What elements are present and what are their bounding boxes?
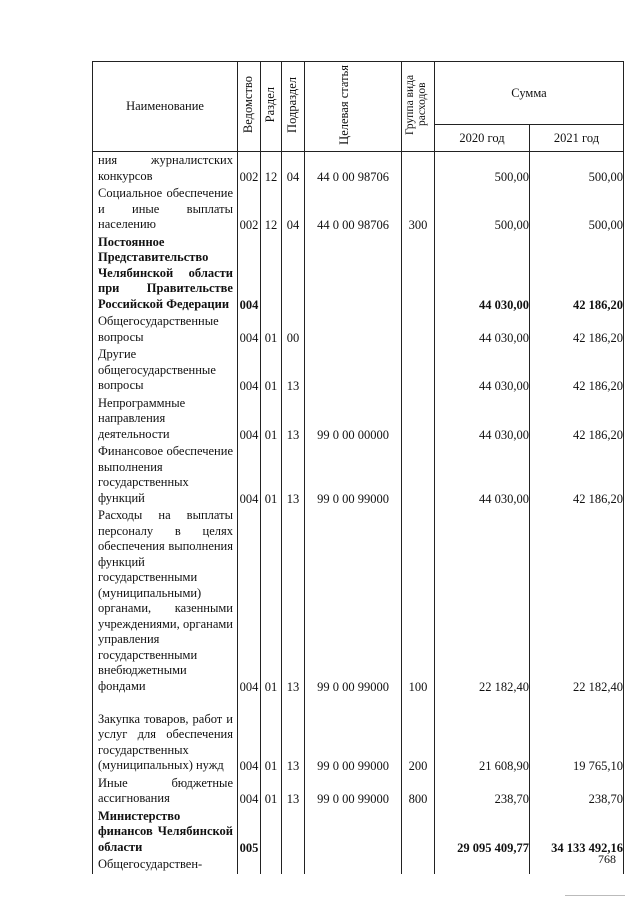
row-sum-2021: 22 182,40: [530, 507, 624, 695]
row-razdel: 01: [261, 695, 282, 775]
row-name: Другие общегосударственные вопросы: [93, 346, 238, 395]
row-name: Постоянное Представительство Челябинской области при Правительстве Российской Федерации: [93, 234, 238, 314]
row-gruppa: [402, 346, 435, 395]
row-sum-2021: 34 133 492,16: [530, 808, 624, 857]
table-row: [93, 152, 624, 186]
row-celevaya: [305, 808, 402, 857]
row-name: Общегосударствен-: [93, 856, 238, 874]
row-gruppa: 100: [402, 507, 435, 695]
row-gruppa: [402, 234, 435, 314]
row-sum-2020: 29 095 409,77: [435, 808, 530, 857]
row-name: Непрограммные направления деятельности: [93, 395, 238, 444]
row-celevaya: [305, 313, 402, 346]
row-gruppa: [402, 395, 435, 444]
row-sum-2020: 44 030,00: [435, 346, 530, 395]
row-celevaya: 99 0 00 99000: [305, 775, 402, 808]
row-razdel: [261, 234, 282, 314]
header-year-2020: 2020 год: [435, 125, 530, 152]
row-name: ния журналистских конкурсов: [93, 152, 238, 186]
row-sum-2020: 238,70: [435, 775, 530, 808]
row-razdel: 01: [261, 395, 282, 444]
row-name: Расходы на выплаты персоналу в целях обеспечения выполнения функций государственными (муниципальными) органами, казенными учреждениями, органами управления государственными внебюджетными фондами: [93, 507, 238, 695]
row-vedomstvo: 004: [238, 313, 261, 346]
row-podrazdel: 13: [282, 346, 305, 395]
row-sum-2020: 22 182,40: [435, 507, 530, 695]
row-razdel: [261, 856, 282, 874]
row-vedomstvo: 004: [238, 775, 261, 808]
row-sum-2020: 500,00: [435, 152, 530, 186]
row-sum-2020: 44 030,00: [435, 313, 530, 346]
row-vedomstvo: 004: [238, 234, 261, 314]
row-razdel: 01: [261, 443, 282, 507]
table-row: [93, 695, 624, 775]
header-vedomstvo: Ведомство: [238, 62, 261, 152]
row-podrazdel: [282, 234, 305, 314]
table-row: [93, 808, 624, 857]
row-sum-2021: 19 765,10: [530, 695, 624, 775]
table-row: [93, 856, 624, 874]
row-vedomstvo: 004: [238, 507, 261, 695]
row-sum-2021: 42 186,20: [530, 443, 624, 507]
row-name: Финансовое обеспечение выполнения государственных функций: [93, 443, 238, 507]
row-sum-2021: 42 186,20: [530, 346, 624, 395]
row-podrazdel: 13: [282, 775, 305, 808]
row-podrazdel: 13: [282, 395, 305, 444]
table-row: [93, 313, 624, 346]
row-name: Закупка товаров, работ и услуг для обеспечения государственных (муниципальных) нужд: [93, 695, 238, 775]
row-vedomstvo: 004: [238, 395, 261, 444]
row-podrazdel: 13: [282, 695, 305, 775]
row-vedomstvo: 002: [238, 185, 261, 234]
row-name: Социальное обеспечение и иные выплаты населению: [93, 185, 238, 234]
row-razdel: 12: [261, 152, 282, 186]
row-sum-2020: 44 030,00: [435, 395, 530, 444]
row-podrazdel: 13: [282, 507, 305, 695]
header-razdel: Раздел: [261, 62, 282, 152]
row-podrazdel: 13: [282, 443, 305, 507]
row-podrazdel: 04: [282, 185, 305, 234]
budget-table: [92, 61, 624, 874]
row-celevaya: 99 0 00 99000: [305, 695, 402, 775]
table-row: [93, 395, 624, 444]
header-summa: Сумма: [435, 62, 624, 125]
table-row: [93, 775, 624, 808]
row-celevaya: 44 0 00 98706: [305, 152, 402, 186]
row-razdel: 12: [261, 185, 282, 234]
header-celevaya: Целевая статья: [305, 62, 402, 152]
row-gruppa: [402, 808, 435, 857]
row-sum-2021: 42 186,20: [530, 395, 624, 444]
row-celevaya: [305, 234, 402, 314]
table-row: [93, 185, 624, 234]
row-celevaya: [305, 346, 402, 395]
row-sum-2021: 42 186,20: [530, 313, 624, 346]
row-sum-2020: 44 030,00: [435, 443, 530, 507]
row-sum-2021: 500,00: [530, 185, 624, 234]
row-vedomstvo: 005: [238, 808, 261, 857]
header-podrazdel: Подраздел: [282, 62, 305, 152]
row-vedomstvo: 004: [238, 443, 261, 507]
row-gruppa: 800: [402, 775, 435, 808]
row-celevaya: 99 0 00 99000: [305, 443, 402, 507]
table-row: [93, 443, 624, 507]
row-podrazdel: 00: [282, 313, 305, 346]
table-row: [93, 507, 624, 695]
header-name: Наименование: [93, 62, 238, 152]
scan-edge-line: [565, 895, 625, 896]
row-sum-2020: 21 608,90: [435, 695, 530, 775]
row-sum-2020: [435, 856, 530, 874]
row-gruppa: 200: [402, 695, 435, 775]
row-razdel: 01: [261, 346, 282, 395]
table-row: [93, 346, 624, 395]
row-razdel: 01: [261, 507, 282, 695]
row-gruppa: [402, 313, 435, 346]
header-year-2021: 2021 год: [530, 125, 624, 152]
row-vedomstvo: 002: [238, 152, 261, 186]
budget-table-container: [92, 61, 623, 874]
row-podrazdel: 04: [282, 152, 305, 186]
table-row: [93, 234, 624, 314]
row-vedomstvo: 004: [238, 695, 261, 775]
row-razdel: [261, 808, 282, 857]
row-celevaya: 44 0 00 98706: [305, 185, 402, 234]
row-name: Министерство финансов Челябинской области: [93, 808, 238, 857]
row-podrazdel: [282, 808, 305, 857]
row-vedomstvo: [238, 856, 261, 874]
row-vedomstvo: 004: [238, 346, 261, 395]
row-sum-2020: 500,00: [435, 185, 530, 234]
row-celevaya: [305, 856, 402, 874]
row-gruppa: 300: [402, 185, 435, 234]
row-gruppa: [402, 856, 435, 874]
row-sum-2021: 42 186,20: [530, 234, 624, 314]
row-sum-2021: 500,00: [530, 152, 624, 186]
row-celevaya: 99 0 00 99000: [305, 507, 402, 695]
row-name: Общегосударственные вопросы: [93, 313, 238, 346]
row-sum-2020: 44 030,00: [435, 234, 530, 314]
page-number: 768: [598, 852, 616, 866]
row-razdel: 01: [261, 775, 282, 808]
header-gruppa: Группа вида расходов: [402, 62, 435, 152]
row-celevaya: 99 0 00 00000: [305, 395, 402, 444]
row-gruppa: [402, 443, 435, 507]
row-name: Иные бюджетные ассигнования: [93, 775, 238, 808]
row-podrazdel: [282, 856, 305, 874]
row-sum-2021: 238,70: [530, 775, 624, 808]
row-gruppa: [402, 152, 435, 186]
row-razdel: 01: [261, 313, 282, 346]
